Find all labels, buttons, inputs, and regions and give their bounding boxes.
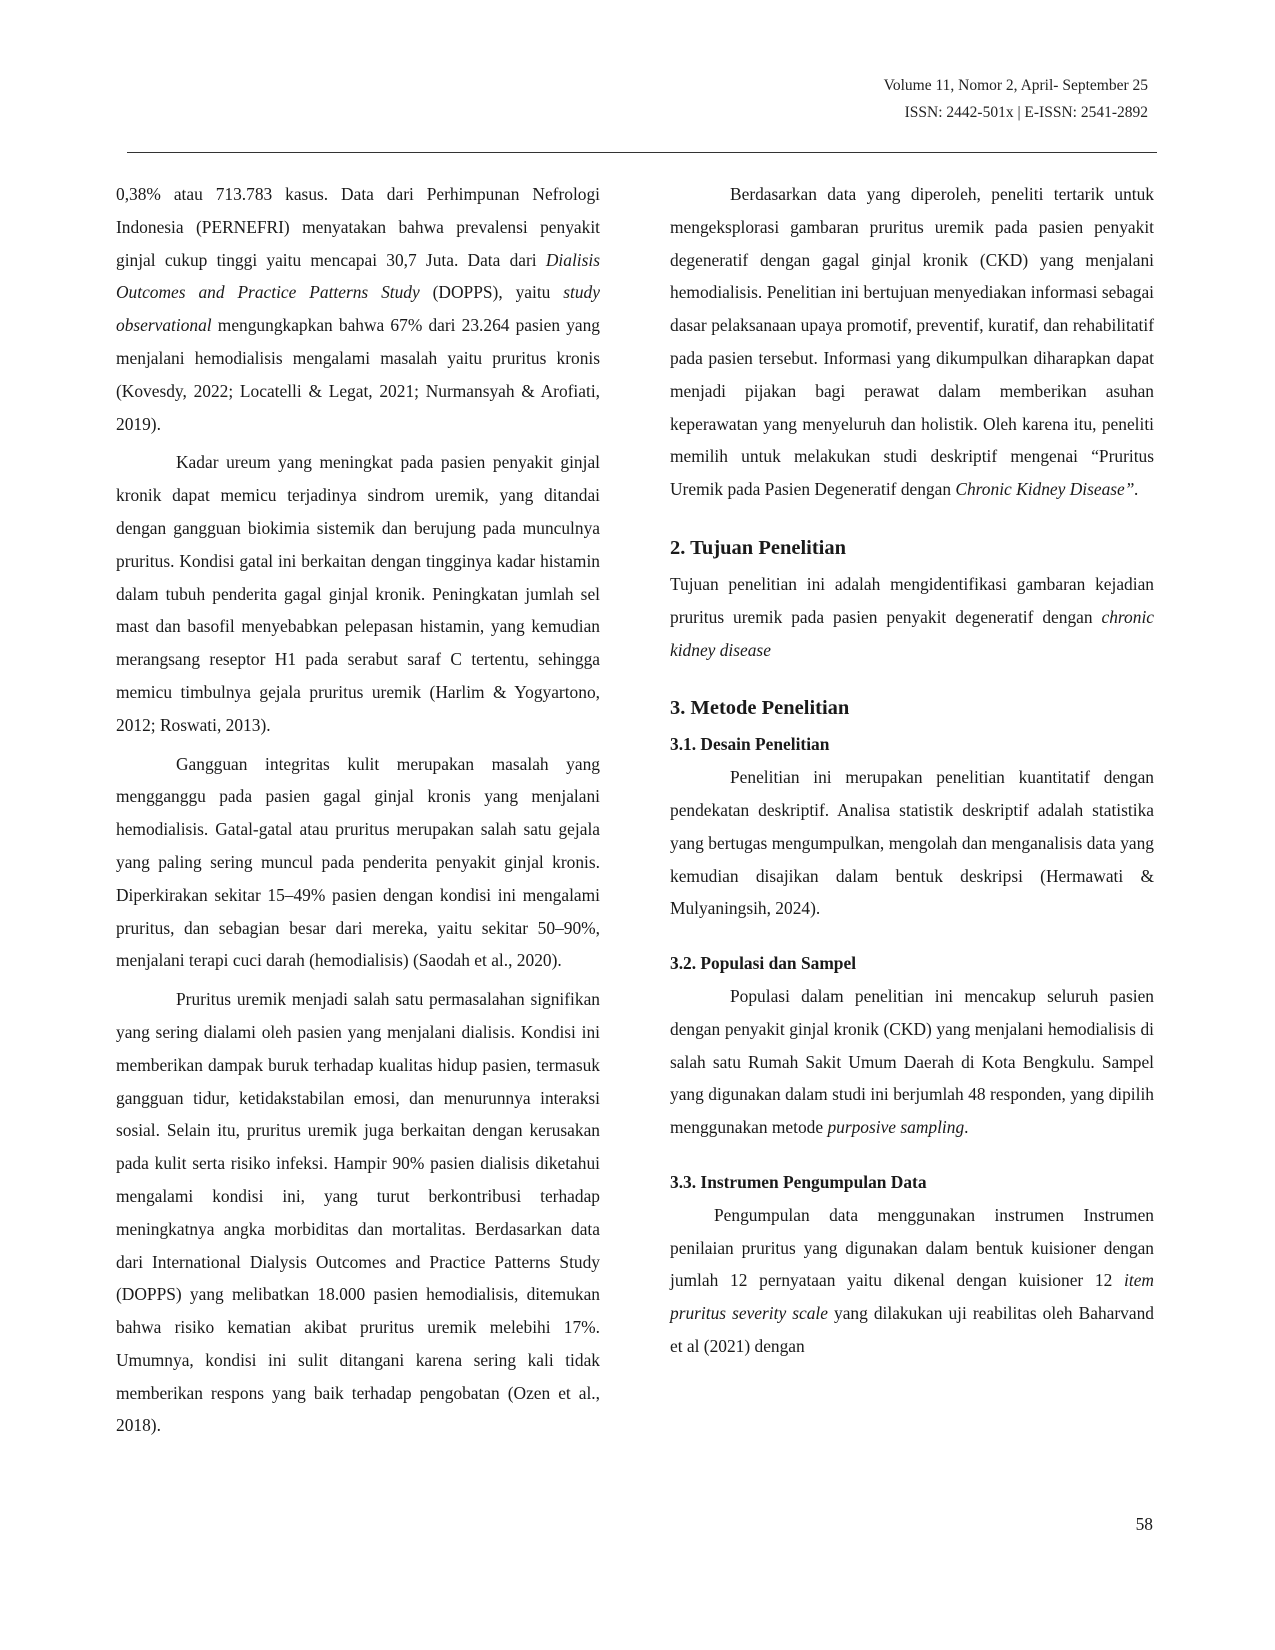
page-number: 58 [1135,1514,1153,1534]
header-rule [127,152,1157,153]
paragraph: Pengumpulan data menggunakan instrumen Instrumen penilaian pruritus yang digunakan dalam bentuk kuisioner dengan jumlah 12 pernyataan yaitu dikenal dengan kuisioner 12 item pruritus severity scale yang dilakukan uji reabilitas oleh Baharvand et al (2021) dengan [670,1204,1154,1356]
section-heading: 2. Tujuan Penelitian [670,536,847,559]
journal-issn: ISSN: 2442-501x | E-ISSN: 2541-2892 [904,104,1148,121]
journal-header [884,72,1148,126]
subsection-heading: 3.3. Instrumen Pengumpulan Data [670,1171,927,1192]
paragraph: Gangguan integritas kulit merupakan masalah yang mengganggu pada pasien gagal ginjal kronis yang menjalani hemodialisis. Gatal-gatal atau pruritus merupakan salah satu gejala yang paling sering muncul pada penderita penyakit ginjal kronis. Diperkirakan sekitar 15–49% pasien dengan kondisi ini mengalami pruritus, dan sebagian besar dari mereka, yaitu sekitar 50–90%, menjalani terapi cuci darah (hemodialisis) (Saodah et al., 2020). [116,753,600,971]
paragraph: Kadar ureum yang meningkat pada pasien penyakit ginjal kronik dapat memicu terjadinya sindrom uremik, yang ditandai dengan gangguan biokimia sistemik dan berujung pada munculnya pruritus. Kondisi gatal ini berkaitan dengan tingginya kadar histamin dalam tubuh penderita gagal ginjal kronik. Peningkatan jumlah sel mast dan basofil menyebabkan pelepasan histamin, yang kemudian merangsang reseptor H1 pada serabut saraf C tertentu, sehingga memicu timbulnya gejala pruritus uremik (Harlim & Yogyartono, 2012; Roswati, 2013). [116,452,600,735]
paragraph: Tujuan penelitian ini adalah mengidentifikasi gambaran kejadian pruritus uremik pada pasien penyakit degeneratif dengan chronic kidney disease [670,573,1154,660]
right-column [670,178,1154,1363]
journal-volume: Volume 11, Nomor 2, April- September 25 [883,77,1148,94]
paragraph: Penelitian ini merupakan penelitian kuantitatif dengan pendekatan deskriptif. Analisa statistik deskriptif adalah statistika yang bertugas mengumpulkan, mengolah dan menganalisis data yang kemudian disajikan dalam bentuk deskripsi (Hermawati & Mulyaningsih, 2024). [670,767,1154,919]
paragraph: Pruritus uremik menjadi salah satu permasalahan signifikan yang sering dialami oleh pasien yang menjalani dialisis. Kondisi ini memberikan dampak buruk terhadap kualitas hidup pasien, termasuk gangguan tidur, ketidakstabilan emosi, dan menurunnya interaksi sosial. Selain itu, pruritus uremik juga berkaitan dengan kerusakan pada kulit serta risiko infeksi. Hampir 90% pasien dialisis diketahui mengalami kondisi ini, yang turut berkontribusi terhadap meningkatnya angka morbiditas dan mortalitas. Berdasarkan data dari International Dialysis Outcomes and Practice Patterns Study (DOPPS) yang melibatkan 18.000 pasien hemodialisis, ditemukan bahwa risiko kematian akibat pruritus uremik melebihi 17%. Umumnya, kondisi ini sulit ditangani karena sering kali tidak memberikan respons yang baik terhadap pengobatan (Ozen et al., 2018). [116,989,600,1436]
subsection-heading: 3.2. Populasi dan Sampel [670,953,857,974]
paragraph: 0,38% atau 713.783 kasus. Data dari Perhimpunan Nefrologi Indonesia (PERNEFRI) menyatakan bahwa prevalensi penyakit ginjal cukup tinggi yaitu mencapai 30,7 Juta. Data dari Dialisis Outcomes and Practice Patterns Study (DOPPS), yaitu study observational mengungkapkan bahwa 67% dari 23.264 pasien yang menjalani hemodialisis mengalami masalah yaitu pruritus kronis (Kovesdy, 2022; Locatelli & Legat, 2021; Nurmansyah & Arofiati, 2019). [116,184,600,434]
paragraph: Berdasarkan data yang diperoleh, peneliti tertarik untuk mengeksplorasi gambaran pruritus uremik pada pasien penyakit degeneratif dengan gagal ginjal kronik (CKD) yang menjalani hemodialisis. Penelitian ini bertujuan menyediakan informasi sebagai dasar pelaksanaan upaya promotif, preventif, kuratif, dan rehabilitatif pada pasien tersebut. Informasi yang dikumpulkan diharapkan dapat menjadi pijakan bagi perawat dalam memberikan asuhan keperawatan yang menyeluruh dan holistik. Oleh karena itu, peneliti memilih untuk melakukan studi deskriptif mengenai “Pruritus Uremik pada Pasien Degeneratif dengan Chronic Kidney Disease”. [670,184,1154,500]
paragraph: Populasi dalam penelitian ini mencakup seluruh pasien dengan penyakit ginjal kronik (CKD) yang menjalani hemodialisis di salah satu Rumah Sakit Umum Daerah di Kota Bengkulu. Sampel yang digunakan dalam studi ini berjumlah 48 responden, yang dipilih menggunakan metode purposive sampling. [670,985,1154,1138]
section-heading: 3. Metode Penelitian [670,697,850,720]
subsection-heading: 3.1. Desain Penelitian [670,734,830,755]
left-column [116,178,600,1442]
